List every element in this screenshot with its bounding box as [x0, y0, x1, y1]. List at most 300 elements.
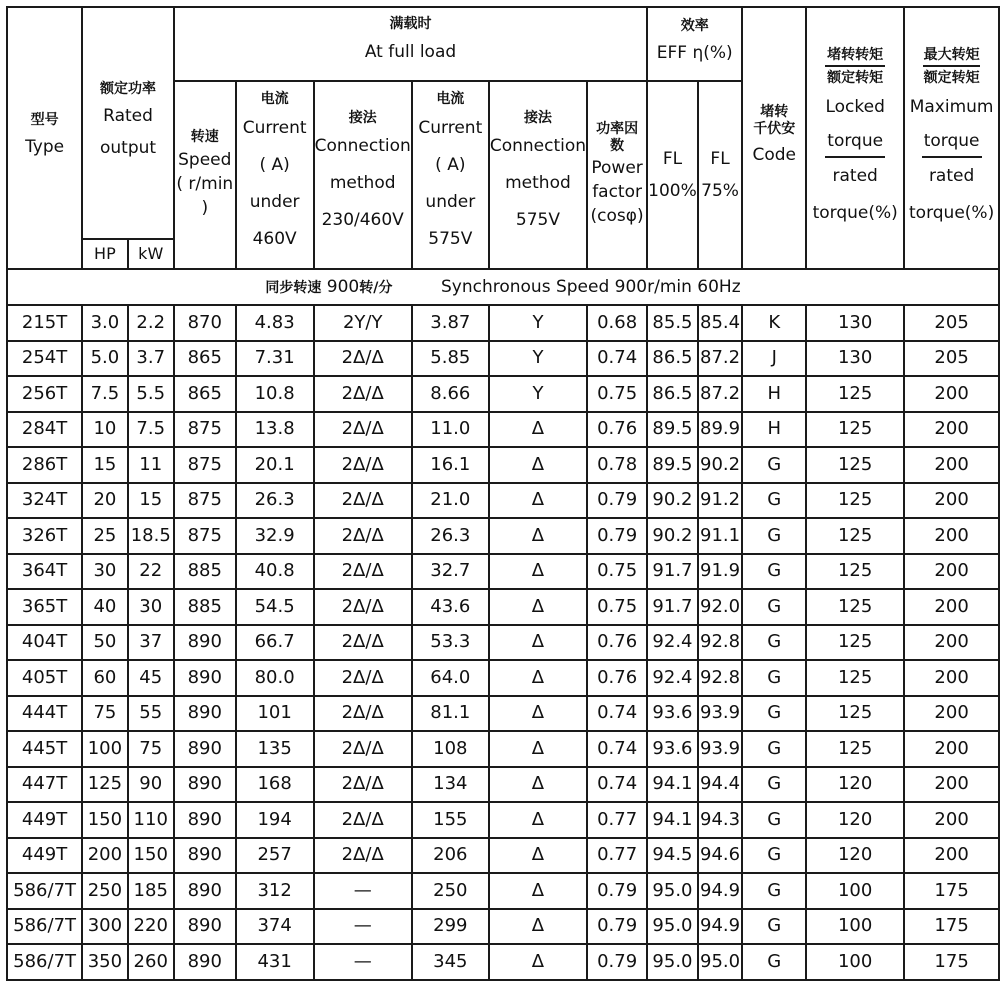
connection-575-cell: Y	[489, 376, 587, 412]
code-cell: G	[742, 625, 806, 661]
connection-230-460-cell: 2Δ/Δ	[314, 518, 412, 554]
code-cell: G	[742, 696, 806, 732]
hp-cell: 25	[82, 518, 127, 554]
current-575-cell: 345	[412, 944, 489, 980]
kw-cell: 30	[128, 589, 174, 625]
current-575-cell: 21.0	[412, 483, 489, 519]
eff-fl100-cell: 91.7	[647, 554, 698, 590]
table-row	[7, 909, 999, 945]
current-460-cell: 135	[236, 731, 314, 767]
connection-230-460-cell: 2Δ/Δ	[314, 589, 412, 625]
speed-cell: 875	[174, 518, 236, 554]
connection-575-cell: Y	[489, 341, 587, 377]
eff-fl75-cell: 91.2	[698, 483, 743, 519]
kw-cell: 55	[128, 696, 174, 732]
kw-cell: 5.5	[128, 376, 174, 412]
locked-torque-cell: 125	[806, 518, 904, 554]
eff-fl100-cell: 95.0	[647, 944, 698, 980]
speed-cell: 890	[174, 802, 236, 838]
hp-cell: 30	[82, 554, 127, 590]
type-cell: 405T	[7, 660, 82, 696]
speed-cell: 890	[174, 838, 236, 874]
type-cell: 445T	[7, 731, 82, 767]
eff-fl75-cell: 93.9	[698, 696, 743, 732]
type-cell: 364T	[7, 554, 82, 590]
eff-fl75-cell: 95.0	[698, 944, 743, 980]
speed-cell: 875	[174, 447, 236, 483]
max-torque-cell: 175	[904, 944, 999, 980]
hp-cell: 200	[82, 838, 127, 874]
locked-torque-cell: 125	[806, 731, 904, 767]
connection-575-cell: Δ	[489, 447, 587, 483]
code-cell: G	[742, 838, 806, 874]
current-575-cell: 26.3	[412, 518, 489, 554]
kw-cell: 18.5	[128, 518, 174, 554]
current-460-cell: 10.8	[236, 376, 314, 412]
connection-230-460-cell: 2Δ/Δ	[314, 731, 412, 767]
eff-fl75-cell: 90.2	[698, 447, 743, 483]
speed-header: 转速 Speed ( r/min )	[174, 81, 236, 269]
kw-cell: 150	[128, 838, 174, 874]
code-cell: G	[742, 554, 806, 590]
kw-cell: 22	[128, 554, 174, 590]
eff-fl75-cell: 92.0	[698, 589, 743, 625]
type-cell: 586/7T	[7, 909, 82, 945]
connection-575-cell: Δ	[489, 873, 587, 909]
eff-fl100-cell: 92.4	[647, 625, 698, 661]
max-torque-cell: 175	[904, 909, 999, 945]
hp-cell: 300	[82, 909, 127, 945]
speed-cell: 875	[174, 483, 236, 519]
motor-spec-table	[6, 6, 1000, 981]
hp-cell: 3.0	[82, 305, 127, 341]
current-575-cell: 81.1	[412, 696, 489, 732]
connection-230-460-cell: 2Δ/Δ	[314, 625, 412, 661]
max-torque-cell: 175	[904, 873, 999, 909]
connection-575-cell: Δ	[489, 589, 587, 625]
speed-cell: 875	[174, 412, 236, 448]
rated-output-header: 额定功率 Rated output	[82, 7, 174, 239]
code-cell: H	[742, 376, 806, 412]
current-575-cell: 32.7	[412, 554, 489, 590]
connection-575-header: 接法 Connection method 575V	[489, 81, 587, 269]
code-header: 堵转 千伏安 Code	[742, 7, 806, 269]
type-cell: 324T	[7, 483, 82, 519]
kw-cell: 185	[128, 873, 174, 909]
current-460-cell: 312	[236, 873, 314, 909]
speed-cell: 890	[174, 660, 236, 696]
power-factor-cell: 0.76	[587, 660, 647, 696]
table-body	[7, 305, 999, 980]
current-575-cell: 43.6	[412, 589, 489, 625]
connection-575-cell: Δ	[489, 767, 587, 803]
current-460-cell: 54.5	[236, 589, 314, 625]
current-460-cell: 7.31	[236, 341, 314, 377]
locked-torque-cell: 125	[806, 625, 904, 661]
efficiency-header: 效率 EFF η(%)	[647, 7, 742, 81]
code-cell: G	[742, 873, 806, 909]
power-factor-cell: 0.74	[587, 341, 647, 377]
power-factor-cell: 0.76	[587, 412, 647, 448]
locked-torque-cell: 125	[806, 696, 904, 732]
hp-cell: 15	[82, 447, 127, 483]
code-cell: G	[742, 767, 806, 803]
connection-230-460-cell: 2Δ/Δ	[314, 696, 412, 732]
power-factor-cell: 0.79	[587, 909, 647, 945]
eff-fl100-cell: 89.5	[647, 447, 698, 483]
current-460-cell: 26.3	[236, 483, 314, 519]
code-cell: G	[742, 483, 806, 519]
eff-fl100-cell: 90.2	[647, 518, 698, 554]
eff-fl100-cell: 94.1	[647, 767, 698, 803]
hp-cell: 350	[82, 944, 127, 980]
kw-cell: 37	[128, 625, 174, 661]
current-575-cell: 299	[412, 909, 489, 945]
current-575-cell: 155	[412, 802, 489, 838]
current-460-cell: 431	[236, 944, 314, 980]
speed-cell: 870	[174, 305, 236, 341]
locked-torque-header: 堵转转矩 额定转矩 Locked torque rated torque(%)	[806, 7, 904, 269]
locked-torque-cell: 100	[806, 909, 904, 945]
max-torque-header: 最大转矩 额定转矩 Maximum torque rated torque(%)	[904, 7, 999, 269]
eff-fl100-cell: 86.5	[647, 341, 698, 377]
kw-header: kW	[128, 239, 174, 269]
current-575-cell: 8.66	[412, 376, 489, 412]
code-cell: G	[742, 944, 806, 980]
code-cell: G	[742, 447, 806, 483]
full-load-header: 满载时 At full load	[174, 7, 647, 81]
current-575-cell: 108	[412, 731, 489, 767]
kw-cell: 110	[128, 802, 174, 838]
connection-575-cell: Δ	[489, 518, 587, 554]
locked-torque-cell: 120	[806, 767, 904, 803]
current-460-cell: 32.9	[236, 518, 314, 554]
max-torque-cell: 200	[904, 412, 999, 448]
power-factor-cell: 0.79	[587, 518, 647, 554]
connection-230-460-cell: —	[314, 944, 412, 980]
connection-230-460-header: 接法 Connection method 230/460V	[314, 81, 412, 269]
locked-torque-cell: 125	[806, 660, 904, 696]
current-460-cell: 168	[236, 767, 314, 803]
eff-fl75-cell: 91.1	[698, 518, 743, 554]
connection-575-cell: Δ	[489, 412, 587, 448]
table-row	[7, 660, 999, 696]
eff-fl75-cell: 94.3	[698, 802, 743, 838]
fl-75-header: FL 75%	[698, 81, 743, 269]
table-row	[7, 767, 999, 803]
locked-torque-cell: 130	[806, 305, 904, 341]
locked-torque-cell: 125	[806, 554, 904, 590]
type-cell: 586/7T	[7, 944, 82, 980]
table-row	[7, 802, 999, 838]
hp-cell: 150	[82, 802, 127, 838]
power-factor-cell: 0.79	[587, 944, 647, 980]
table-row	[7, 589, 999, 625]
current-460-cell: 257	[236, 838, 314, 874]
speed-cell: 890	[174, 944, 236, 980]
current-460-cell: 194	[236, 802, 314, 838]
current-575-cell: 3.87	[412, 305, 489, 341]
type-cell: 404T	[7, 625, 82, 661]
type-cell: 284T	[7, 412, 82, 448]
eff-fl100-cell: 91.7	[647, 589, 698, 625]
type-cell: 449T	[7, 838, 82, 874]
table-row	[7, 447, 999, 483]
max-torque-cell: 200	[904, 447, 999, 483]
locked-torque-cell: 100	[806, 873, 904, 909]
code-cell: G	[742, 589, 806, 625]
max-torque-cell: 205	[904, 305, 999, 341]
hp-cell: 125	[82, 767, 127, 803]
speed-cell: 890	[174, 696, 236, 732]
power-factor-cell: 0.78	[587, 447, 647, 483]
code-cell: H	[742, 412, 806, 448]
speed-cell: 890	[174, 873, 236, 909]
power-factor-header: 功率因 数 Power factor (cosφ)	[587, 81, 647, 269]
code-cell: G	[742, 731, 806, 767]
hp-cell: 250	[82, 873, 127, 909]
locked-torque-cell: 100	[806, 944, 904, 980]
power-factor-cell: 0.74	[587, 696, 647, 732]
current-575-cell: 53.3	[412, 625, 489, 661]
current-460-cell: 101	[236, 696, 314, 732]
power-factor-cell: 0.79	[587, 483, 647, 519]
max-torque-cell: 200	[904, 589, 999, 625]
type-cell: 449T	[7, 802, 82, 838]
locked-torque-cell: 125	[806, 589, 904, 625]
type-cell: 444T	[7, 696, 82, 732]
connection-575-cell: Δ	[489, 483, 587, 519]
eff-fl75-cell: 92.8	[698, 660, 743, 696]
eff-fl100-cell: 93.6	[647, 731, 698, 767]
connection-575-cell: Δ	[489, 838, 587, 874]
type-cell: 365T	[7, 589, 82, 625]
current-575-cell: 250	[412, 873, 489, 909]
kw-cell: 220	[128, 909, 174, 945]
speed-cell: 890	[174, 909, 236, 945]
current-575-cell: 64.0	[412, 660, 489, 696]
hp-cell: 40	[82, 589, 127, 625]
power-factor-cell: 0.79	[587, 873, 647, 909]
type-cell: 447T	[7, 767, 82, 803]
eff-fl100-cell: 92.4	[647, 660, 698, 696]
table-row	[7, 554, 999, 590]
connection-230-460-cell: 2Δ/Δ	[314, 376, 412, 412]
current-575-cell: 16.1	[412, 447, 489, 483]
connection-575-cell: Y	[489, 305, 587, 341]
connection-575-cell: Δ	[489, 696, 587, 732]
fl-100-header: FL 100%	[647, 81, 698, 269]
current-460-cell: 20.1	[236, 447, 314, 483]
current-460-cell: 4.83	[236, 305, 314, 341]
connection-230-460-cell: 2Δ/Δ	[314, 483, 412, 519]
power-factor-cell: 0.77	[587, 802, 647, 838]
connection-230-460-cell: 2Y/Y	[314, 305, 412, 341]
table-row	[7, 341, 999, 377]
power-factor-cell: 0.77	[587, 838, 647, 874]
code-cell: G	[742, 660, 806, 696]
connection-575-cell: Δ	[489, 625, 587, 661]
locked-torque-cell: 125	[806, 412, 904, 448]
type-cell: 256T	[7, 376, 82, 412]
connection-575-cell: Δ	[489, 731, 587, 767]
kw-cell: 3.7	[128, 341, 174, 377]
connection-230-460-cell: —	[314, 873, 412, 909]
eff-fl100-cell: 94.1	[647, 802, 698, 838]
max-torque-cell: 200	[904, 376, 999, 412]
eff-fl100-cell: 95.0	[647, 873, 698, 909]
connection-575-cell: Δ	[489, 554, 587, 590]
locked-torque-cell: 130	[806, 341, 904, 377]
speed-cell: 890	[174, 625, 236, 661]
kw-cell: 90	[128, 767, 174, 803]
type-header: 型号 Type	[7, 7, 82, 269]
current-460-cell: 40.8	[236, 554, 314, 590]
eff-fl75-cell: 89.9	[698, 412, 743, 448]
kw-cell: 7.5	[128, 412, 174, 448]
kw-cell: 45	[128, 660, 174, 696]
connection-575-cell: Δ	[489, 802, 587, 838]
power-factor-cell: 0.74	[587, 731, 647, 767]
eff-fl100-cell: 90.2	[647, 483, 698, 519]
type-cell: 215T	[7, 305, 82, 341]
eff-fl75-cell: 94.9	[698, 909, 743, 945]
eff-fl100-cell: 85.5	[647, 305, 698, 341]
speed-cell: 890	[174, 731, 236, 767]
code-cell: K	[742, 305, 806, 341]
speed-cell: 865	[174, 376, 236, 412]
speed-cell: 865	[174, 341, 236, 377]
code-cell: G	[742, 802, 806, 838]
connection-575-cell: Δ	[489, 660, 587, 696]
kw-cell: 75	[128, 731, 174, 767]
table-row	[7, 625, 999, 661]
current-575-cell: 134	[412, 767, 489, 803]
max-torque-cell: 200	[904, 554, 999, 590]
table-row	[7, 731, 999, 767]
code-cell: G	[742, 909, 806, 945]
kw-cell: 15	[128, 483, 174, 519]
max-torque-cell: 200	[904, 802, 999, 838]
eff-fl75-cell: 85.4	[698, 305, 743, 341]
eff-fl75-cell: 91.9	[698, 554, 743, 590]
table-row	[7, 873, 999, 909]
table-row	[7, 483, 999, 519]
locked-torque-cell: 120	[806, 802, 904, 838]
code-cell: J	[742, 341, 806, 377]
eff-fl100-cell: 89.5	[647, 412, 698, 448]
hp-cell: 20	[82, 483, 127, 519]
connection-230-460-cell: 2Δ/Δ	[314, 767, 412, 803]
table-row	[7, 376, 999, 412]
table-row	[7, 696, 999, 732]
locked-torque-cell: 120	[806, 838, 904, 874]
connection-230-460-cell: 2Δ/Δ	[314, 412, 412, 448]
synchronous-speed-banner: 同步转速 900转/分 Synchronous Speed 900r/min 60Hz	[7, 269, 999, 305]
power-factor-cell: 0.74	[587, 767, 647, 803]
type-cell: 254T	[7, 341, 82, 377]
table-row	[7, 944, 999, 980]
kw-cell: 2.2	[128, 305, 174, 341]
hp-cell: 5.0	[82, 341, 127, 377]
max-torque-cell: 200	[904, 731, 999, 767]
connection-230-460-cell: —	[314, 909, 412, 945]
current-575-cell: 11.0	[412, 412, 489, 448]
current-575-cell: 206	[412, 838, 489, 874]
speed-cell: 885	[174, 589, 236, 625]
max-torque-cell: 200	[904, 696, 999, 732]
code-cell: G	[742, 518, 806, 554]
hp-cell: 50	[82, 625, 127, 661]
eff-fl100-cell: 86.5	[647, 376, 698, 412]
connection-230-460-cell: 2Δ/Δ	[314, 554, 412, 590]
eff-fl100-cell: 95.0	[647, 909, 698, 945]
hp-cell: 7.5	[82, 376, 127, 412]
max-torque-cell: 200	[904, 483, 999, 519]
spec-sheet	[6, 6, 1000, 981]
max-torque-cell: 200	[904, 625, 999, 661]
current-460-header: 电流 Current ( A) under 460V	[236, 81, 314, 269]
table-row	[7, 838, 999, 874]
hp-cell: 100	[82, 731, 127, 767]
max-torque-cell: 200	[904, 660, 999, 696]
speed-cell: 885	[174, 554, 236, 590]
eff-fl100-cell: 93.6	[647, 696, 698, 732]
type-cell: 286T	[7, 447, 82, 483]
locked-torque-cell: 125	[806, 447, 904, 483]
locked-torque-cell: 125	[806, 483, 904, 519]
connection-230-460-cell: 2Δ/Δ	[314, 447, 412, 483]
eff-fl75-cell: 87.2	[698, 341, 743, 377]
kw-cell: 11	[128, 447, 174, 483]
connection-230-460-cell: 2Δ/Δ	[314, 838, 412, 874]
connection-575-cell: Δ	[489, 909, 587, 945]
power-factor-cell: 0.75	[587, 554, 647, 590]
hp-cell: 60	[82, 660, 127, 696]
current-460-cell: 80.0	[236, 660, 314, 696]
hp-header: HP	[82, 239, 127, 269]
speed-cell: 890	[174, 767, 236, 803]
eff-fl75-cell: 93.9	[698, 731, 743, 767]
power-factor-cell: 0.76	[587, 625, 647, 661]
connection-575-cell: Δ	[489, 944, 587, 980]
power-factor-cell: 0.75	[587, 376, 647, 412]
hp-cell: 10	[82, 412, 127, 448]
current-575-header: 电流 Current ( A) under 575V	[412, 81, 489, 269]
max-torque-cell: 205	[904, 341, 999, 377]
kw-cell: 260	[128, 944, 174, 980]
current-575-cell: 5.85	[412, 341, 489, 377]
connection-230-460-cell: 2Δ/Δ	[314, 660, 412, 696]
current-460-cell: 66.7	[236, 625, 314, 661]
eff-fl75-cell: 87.2	[698, 376, 743, 412]
eff-fl100-cell: 94.5	[647, 838, 698, 874]
table-row	[7, 305, 999, 341]
table-row	[7, 412, 999, 448]
connection-230-460-cell: 2Δ/Δ	[314, 341, 412, 377]
connection-230-460-cell: 2Δ/Δ	[314, 802, 412, 838]
type-cell: 586/7T	[7, 873, 82, 909]
max-torque-cell: 200	[904, 838, 999, 874]
max-torque-cell: 200	[904, 767, 999, 803]
table-row	[7, 518, 999, 554]
current-460-cell: 374	[236, 909, 314, 945]
type-cell: 326T	[7, 518, 82, 554]
locked-torque-cell: 125	[806, 376, 904, 412]
eff-fl75-cell: 94.6	[698, 838, 743, 874]
power-factor-cell: 0.75	[587, 589, 647, 625]
eff-fl75-cell: 94.4	[698, 767, 743, 803]
